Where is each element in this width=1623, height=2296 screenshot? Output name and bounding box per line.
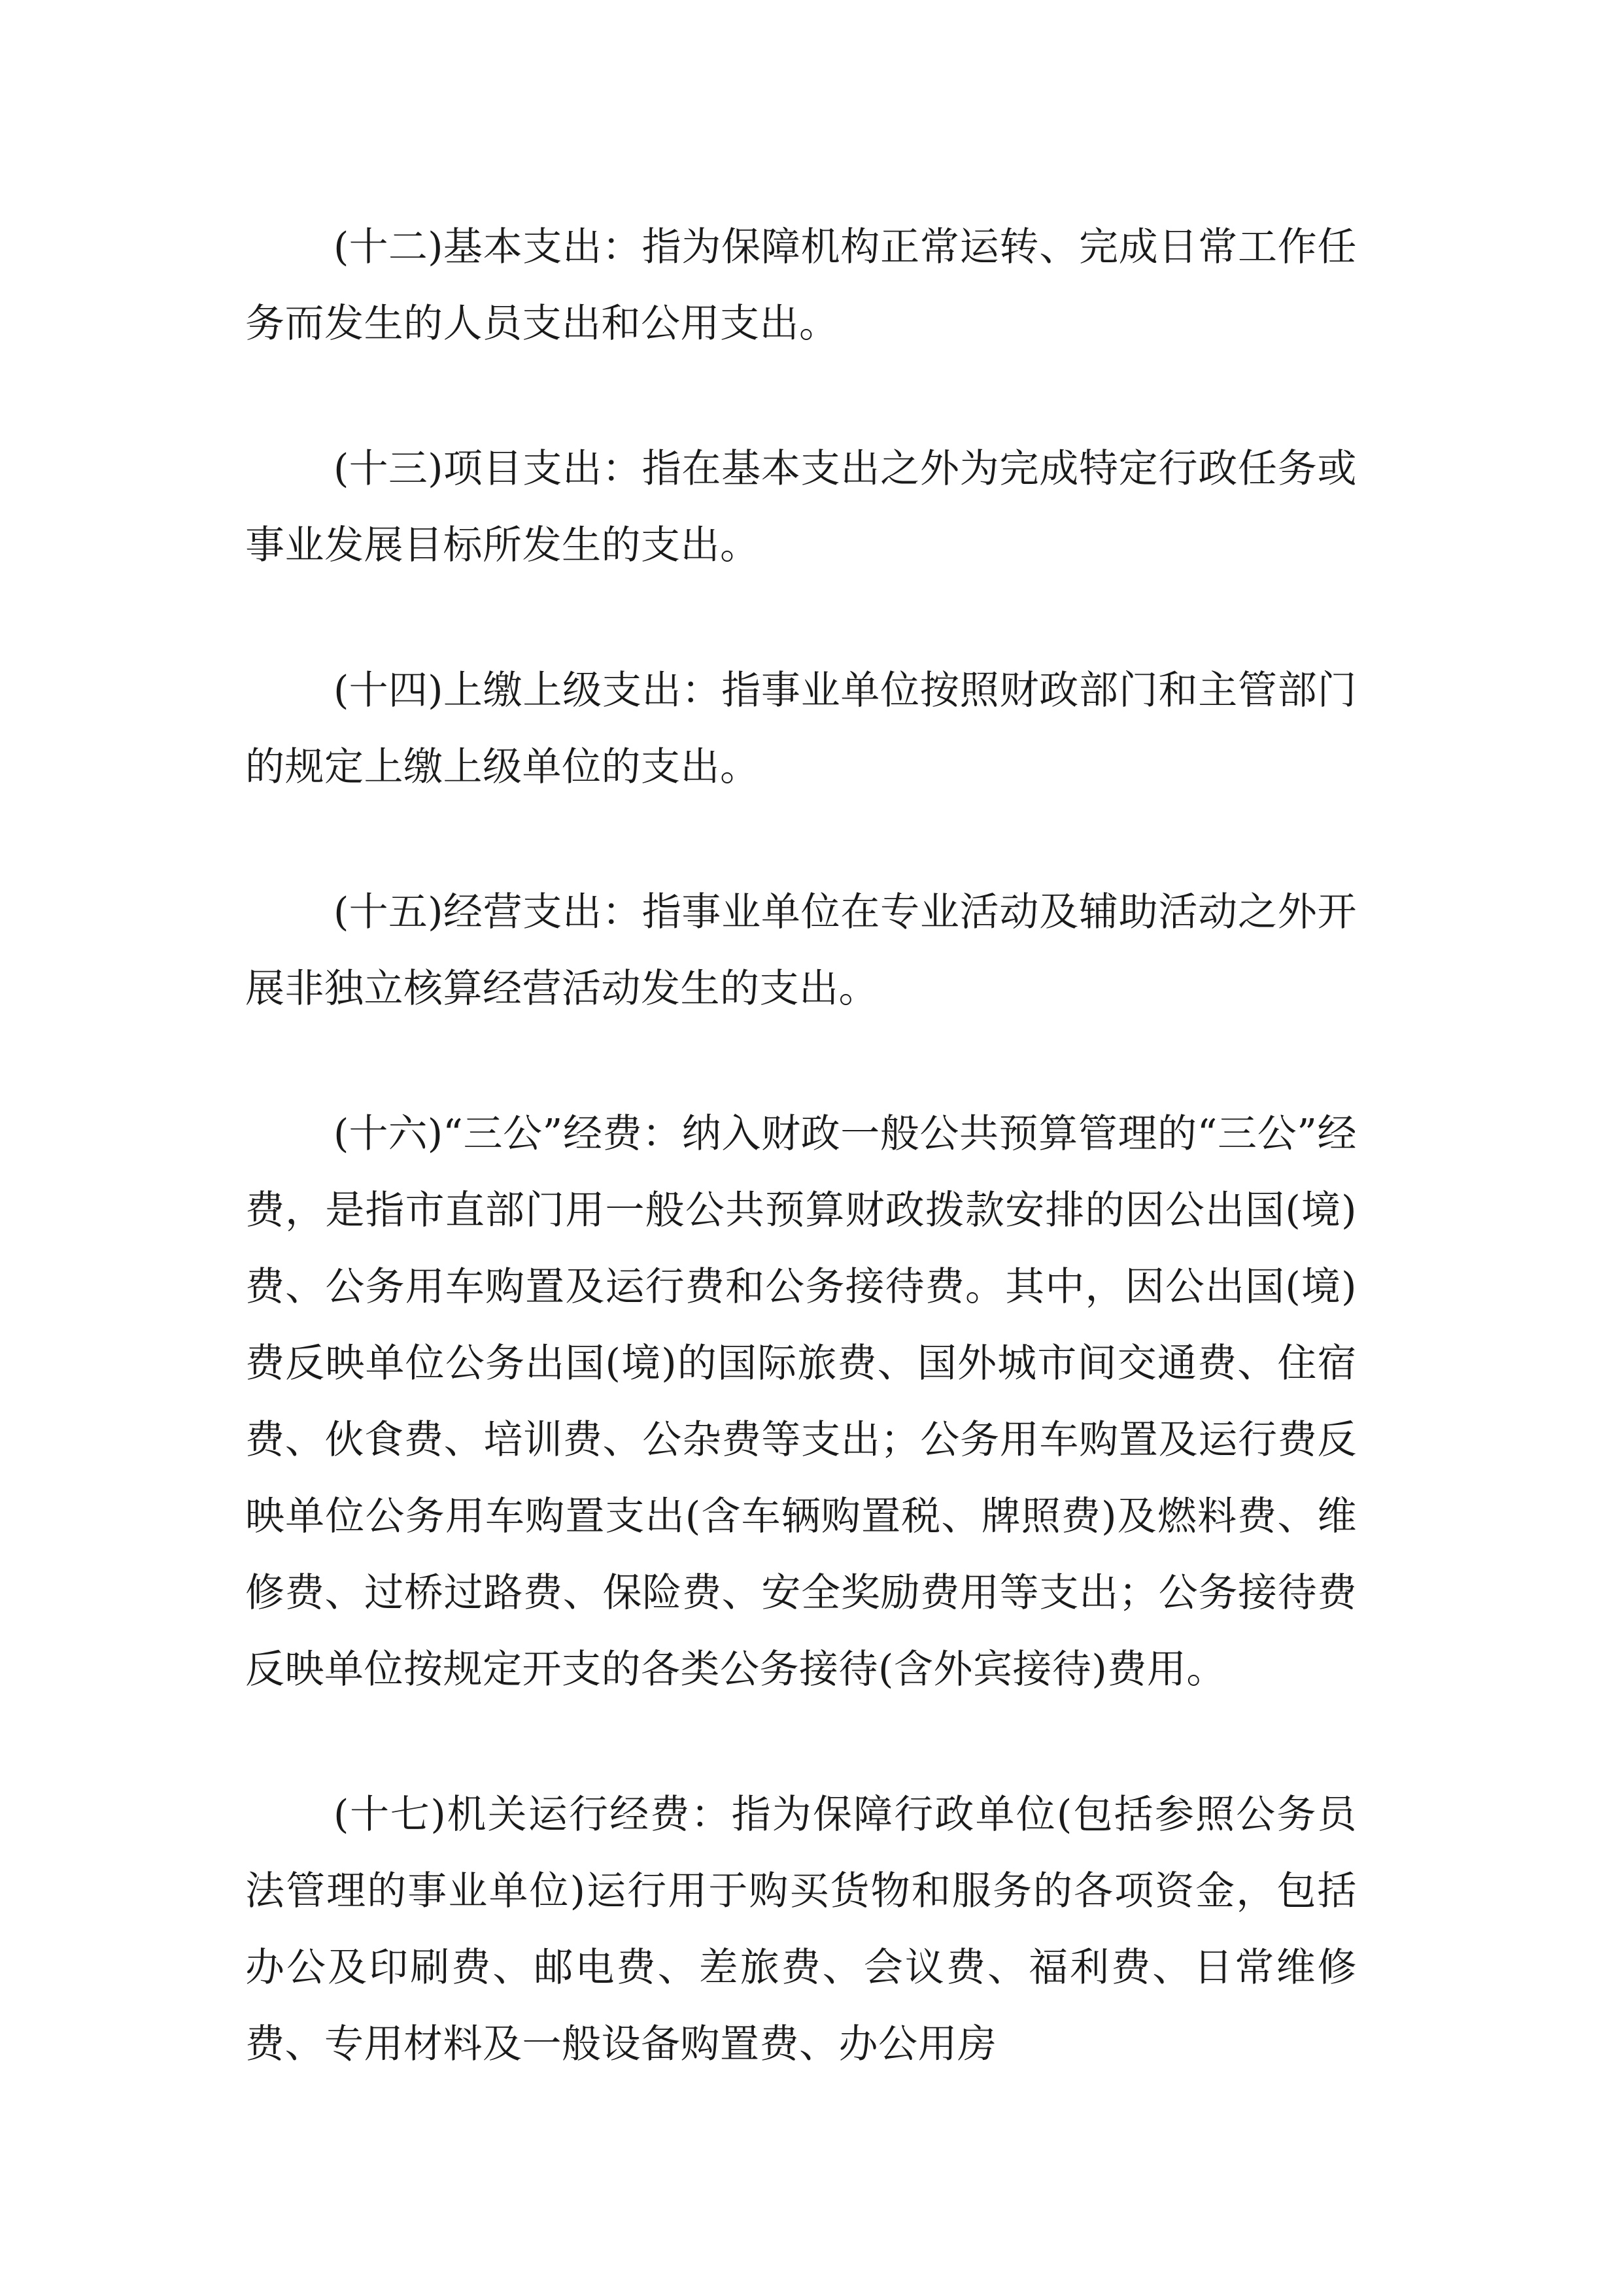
paragraph-number: (十六) (333, 1111, 443, 1157)
paragraph-number: (十七) (333, 1792, 446, 1838)
paragraph-number: (十五) (333, 889, 443, 935)
paragraph-16 (245, 1096, 1357, 1708)
paragraph-text: 机关运行经费：指为保障行政单位(包括参照公务员法管理的事业单位)运行用于购买货物和服务的各项资金，包括办公及印刷费、邮电费、差旅费、会议费、福利费、日常维修费、专用材料及一般设备购置费、办公用房 (245, 1792, 1357, 2067)
paragraph-number: (十三) (333, 446, 443, 492)
document-body (245, 209, 1357, 2083)
paragraph-number: (十二) (333, 224, 443, 270)
paragraph-15 (245, 874, 1357, 1027)
paragraph-text: 经营支出：指事业单位在专业活动及辅助活动之外开展非独立核算经营活动发生的支出。 (245, 889, 1357, 1012)
paragraph-17 (245, 1777, 1357, 2083)
paragraph-text: 基本支出：指为保障机构正常运转、完成日常工作任务而发生的人员支出和公用支出。 (245, 224, 1357, 347)
paragraph-text: 上缴上级支出：指事业单位按照财政部门和主管部门的规定上缴上级单位的支出。 (245, 668, 1357, 790)
paragraph-12 (245, 209, 1357, 362)
paragraph-text: 项目支出：指在基本支出之外为完成特定行政任务或事业发展目标所发生的支出。 (245, 446, 1357, 568)
paragraph-14 (245, 653, 1357, 806)
paragraph-13 (245, 431, 1357, 584)
paragraph-text: “三公”经费：纳入财政一般公共预算管理的“三公”经费，是指市直部门用一般公共预算财政拨款安排的因公出国(境)费、公务用车购置及运行费和公务接待费。其中，因公出国(境)费反映单位公务出国(境)的国际旅费、国外城市间交通费、住宿费、伙食费、培训费、公杂费等支出；公务用车购置及运行费反映单位公务用车购置支出(含车辆购置税、牌照费)及燃料费、维修费、过桥过路费、保险费、安全奖励费用等支出；公务接待费反映单位按规定开支的各类公务接待(含外宾接待)费用。 (245, 1111, 1357, 1692)
paragraph-number: (十四) (333, 668, 443, 713)
